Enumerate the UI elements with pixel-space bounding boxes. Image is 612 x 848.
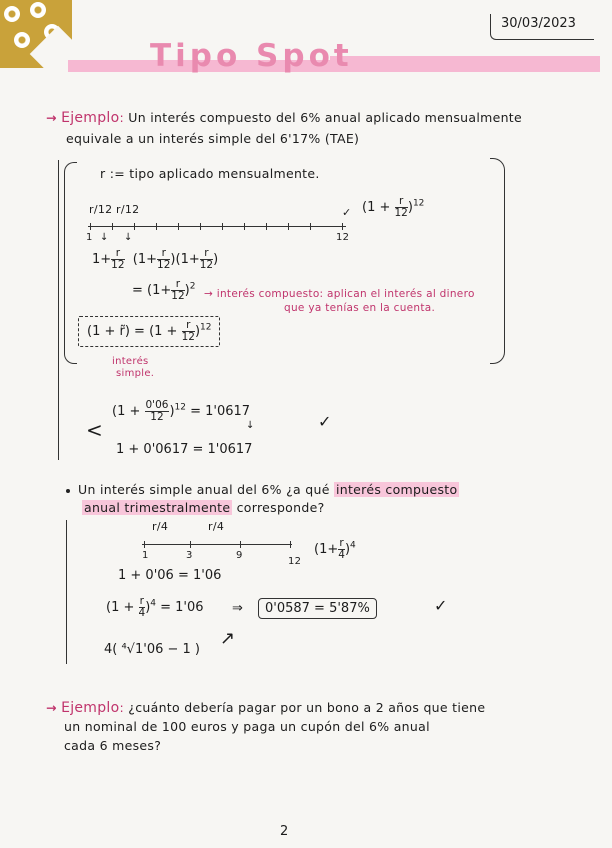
page-title: Tipo Spot <box>150 38 353 74</box>
timeline-tick <box>156 223 157 230</box>
q2-boxed-result: 0'0587 = 5'87% <box>258 598 377 619</box>
timeline2-tick <box>190 541 191 548</box>
q2-line3: 4( ⁴√1'06 − 1 ) <box>104 642 200 657</box>
timeline2-label-1: 1 <box>142 550 149 561</box>
example1-text-line2: equivale a un interés simple del 6'17% (TAE) <box>66 131 360 146</box>
down-arrow-icon: ↓ <box>100 232 109 243</box>
timeline2-r4-label-b: r/4 <box>208 520 225 533</box>
arrow-right-icon: → <box>46 700 57 715</box>
eq2-right: (1+ $\frac{r}{4}$ )$^4$ <box>314 537 356 561</box>
timeline-tick <box>178 223 179 230</box>
timeline-axis <box>88 226 346 227</box>
compound-note-line1: → interés compuesto: aplican el interés al dinero <box>204 288 475 300</box>
compound-note-line2: que ya tenías en la cuenta. <box>284 302 436 314</box>
arrow-right-icon: → <box>46 110 57 125</box>
timeline-tick <box>112 223 113 230</box>
timeline2-label-12: 12 <box>288 556 302 567</box>
left-margin-line-2 <box>66 520 67 664</box>
left-brace <box>64 162 77 364</box>
squared-line: = (1+ $\frac{r}{12}$ )$^2$ <box>132 278 196 302</box>
timeline2-label-3: 3 <box>186 550 193 561</box>
timeline2-label-9: 9 <box>236 550 243 561</box>
calc-line2: 1 + 0'0617 = 1'0617 <box>116 442 253 457</box>
timeline2-tick <box>144 541 145 548</box>
highlighted-compound: interés compuesto <box>335 482 458 497</box>
product-line: 1+ $\frac{r}{12}$ (1+ $\frac{r}{12}$ )(1+ $\frac{r}{12}$ ) <box>92 247 219 271</box>
example2-text-line3: cada 6 meses? <box>64 738 162 753</box>
timeline-tick <box>90 223 91 230</box>
timeline-tick <box>134 223 135 230</box>
timeline-r12-label-a: r/12 <box>89 203 113 216</box>
question2-line1: Un interés simple anual del 6% ¿a qué interés compuesto <box>66 482 459 497</box>
timeline-tick <box>244 223 245 230</box>
left-margin-line <box>58 160 59 460</box>
timeline-tick <box>200 223 201 230</box>
checkmark-icon: ✓ <box>318 412 332 431</box>
timeline2-tick <box>240 541 241 548</box>
q2-line1: 1 + 0'06 = 1'06 <box>118 568 222 583</box>
flower-icon <box>44 24 60 40</box>
check-small-icon: ✓ <box>342 206 352 219</box>
timeline-tick <box>266 223 267 230</box>
flower-icon <box>4 6 20 22</box>
example1-label: Ejemplo <box>61 110 120 126</box>
eq-top-right: ✓ (1 + $\frac{r}{12}$ )$^{12}$ <box>342 195 425 219</box>
timeline-tick <box>288 223 289 230</box>
flower-tape-decoration <box>0 0 72 68</box>
q2-line2: (1 + $\frac{r}{4}$ )$^4$ = 1'06 <box>106 595 204 619</box>
title-highlight-extension <box>330 56 600 66</box>
example2-text-line2: un nominal de 100 euros y paga un cupón del 6% anual <box>64 719 430 734</box>
less-than-bracket-icon: < <box>86 418 104 442</box>
example2-label: Ejemplo <box>61 700 120 716</box>
question2-line2: anual trimestralmente corresponde? <box>84 500 325 515</box>
simple-note-line2: simple. <box>116 368 155 379</box>
timeline-tick <box>342 223 343 230</box>
simple-note-line1: interés <box>112 356 149 367</box>
down-arrow-icon: ↓ <box>246 420 255 431</box>
calc-line1: (1 + $\frac{0'06}{12}$ )$^{12}$ = 1'0617 <box>112 399 251 423</box>
flower-icon <box>30 2 46 18</box>
timeline-tick <box>222 223 223 230</box>
date-label: 30/03/2023 <box>490 14 594 40</box>
page-number: 2 <box>280 824 289 839</box>
example1-heading: → Ejemplo: Un interés compuesto del 6% anual aplicado mensualmente <box>46 110 522 126</box>
implies-arrow: ⇒ <box>232 601 243 616</box>
timeline2-r4-label-a: r/4 <box>152 520 169 533</box>
bullet-icon <box>66 489 70 493</box>
checkmark-icon: ✓ <box>434 596 448 615</box>
timeline2-tick <box>290 541 291 548</box>
timeline-end-label: 12 <box>336 232 350 243</box>
example1-text-line1: Un interés compuesto del 6% anual aplicado mensualmente <box>128 110 522 125</box>
equivalence-box: (1 + r̃) = (1 + $\frac{r}{12}$ )$^{12}$ <box>78 316 220 347</box>
flower-icon <box>14 32 30 48</box>
right-brace <box>490 158 505 364</box>
timeline-tick <box>310 223 311 230</box>
example2-heading: → Ejemplo: ¿cuánto debería pagar por un bono a 2 años que tiene <box>46 700 486 716</box>
timeline-start-label: 1 <box>86 232 93 243</box>
example2-text-line1: ¿cuánto debería pagar por un bono a 2 años que tiene <box>128 700 486 715</box>
r-definition: r := tipo aplicado mensualmente. <box>100 166 320 181</box>
timeline-r12-label-b: r/12 <box>116 203 140 216</box>
highlighted-quarterly: anual trimestralmente <box>84 500 231 515</box>
down-arrow-icon: ↓ <box>124 232 133 243</box>
timeline2-axis <box>142 544 292 545</box>
up-right-arrow-icon: ↗ <box>220 628 236 649</box>
